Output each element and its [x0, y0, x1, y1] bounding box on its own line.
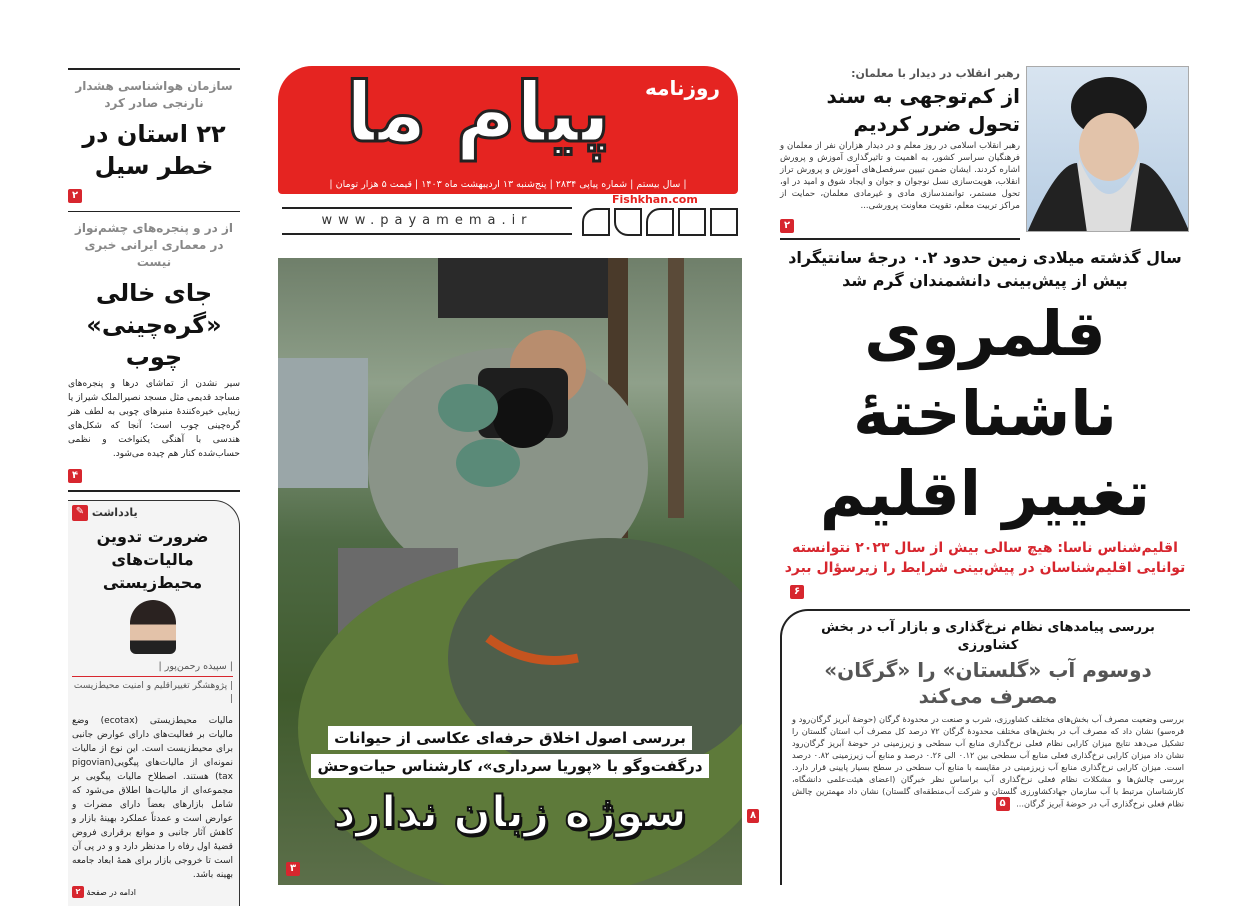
author-role: | پژوهشگر تغییراقلیم و امنیت محیط‌زیست |	[73, 680, 233, 704]
main-kicker: سال گذشته میلادی زمین حدود ۰.۲ درجهٔ سانتیگراد بیش از پیش‌بینی دانشمندان گرم شد	[788, 247, 1182, 290]
photo-caption-2: درگفت‌وگو با «پوریا سرداری»، کارشناس حیات‌وحش	[311, 754, 708, 778]
story-title: جای خالی «گره‌چینی» چوب	[86, 279, 222, 371]
opinion-title: ضرورت تدوین مالیات‌های محیط‌زیستی	[96, 526, 209, 592]
divider	[780, 238, 1020, 240]
cover-photo[interactable]	[278, 258, 742, 885]
continued-text: ادامه در صفحهٔ	[86, 887, 136, 897]
divider	[72, 676, 233, 677]
page-badge-wrap	[286, 858, 300, 877]
page-badge: ۵	[996, 797, 1010, 811]
page-badge: ۲	[780, 219, 794, 233]
main-headline[interactable]: قلمروی ناشناختهٔ تغییر اقلیم	[819, 296, 1151, 530]
page-badge: ۳	[286, 862, 300, 876]
story-kicker: بررسی پیامدهای نظام نرخ‌گذاری و بازار آب در بخش کشاورزی	[821, 619, 1155, 653]
continued-link[interactable]	[72, 886, 233, 900]
website-url[interactable]: www.payamema.ir	[282, 207, 572, 235]
author-name: | سپیده رحمن‌پور |	[158, 660, 233, 672]
story-kicker: سازمان هواشناسی هشدار نارنجی صادر کرد	[75, 78, 233, 110]
note-icon: ✎	[72, 505, 88, 521]
side-page-badge	[747, 805, 759, 824]
photo-headline: سوژه زبان ندارد	[333, 787, 687, 838]
story-floods[interactable]	[68, 70, 240, 211]
opinion-box[interactable]	[68, 500, 240, 906]
story-kicker: رهبر انقلاب در دیدار با معلمان:	[851, 67, 1020, 80]
main-subtitle: اقلیم‌شناس ناسا: هیچ سالی بیش از سال ۲۰۲۳ نتوانسته توانایی اقلیم‌شناسان در پیش‌بینی شرایط را زیرسؤال ببرد	[784, 539, 1186, 576]
opinion-body: مالیات محیط‌زیستی (ecotax) وضع مالیات بر فعالیت‌های دارای عوارض جانبی برای محیط‌زیست است. این نوع از مالیات نمونه‌ای از مالیات‌های پیگویی(pigovian tax) هستند. اصطلاح مالیات پیگویی بر مجموعه‌ای از مالیات‌ها اطلاق می‌شود که شامل بازارهای بعضاً دارای مضرات و عوارض است و عمدتاً عملکرد بهینهٔ بازار و کاهش آثار جانبی و موانع برقراری فروض قضیهٔ اول رفاه را مدنظر دارد و و در پی آن است تا خروجی بازار برای همهٔ ابعاد جامعه بهینه باشد.	[72, 715, 233, 880]
masthead	[278, 66, 738, 194]
story-body: سیر نشدن از تماشای درها و پنجره‌های مساجد قدیمی مثل مسجد نصیرالملک شیراز یا زیبایی خیره‌کنندهٔ منبرهای چوبی به لطف هنر گره‌چینی چوب است؛ آنجا که شکل‌های هندسی با آهنگی یکنواخت و نظمی حساب‌شده کنار هم چیده می‌شود.	[68, 379, 240, 459]
newspaper-logo: پیام ما	[345, 66, 611, 161]
photo-caption-1: بررسی اصول اخلاق حرفه‌ای عکاسی از حیوانات	[328, 726, 692, 750]
opinion-label-text: یادداشت	[91, 505, 138, 519]
leader-portrait	[1026, 66, 1189, 232]
leader-story[interactable]	[780, 66, 1190, 234]
divider	[68, 490, 240, 492]
story-title: ۲۲ استان در خطر سیل	[82, 119, 226, 180]
page-badge: ۲	[72, 886, 84, 898]
page-badge: ۴	[68, 469, 82, 483]
right-column	[780, 66, 1190, 885]
page-badge: ۸	[747, 809, 759, 823]
opinion-label	[72, 505, 233, 521]
daily-label: روزنامه	[645, 76, 720, 100]
story-title: از کم‌توجهی به سند تحول ضرر کردیم	[826, 84, 1020, 136]
story-woodwork[interactable]	[68, 212, 240, 490]
page-badge: ۶	[790, 585, 804, 599]
water-story[interactable]	[780, 609, 1190, 886]
story-title: دوسوم آب «گلستان» را «گرگان» مصرف می‌کند	[824, 657, 1152, 708]
watermark: Fishkhan.com	[612, 193, 698, 206]
issue-info: | سال بیستم | شماره پیاپی ۲۸۳۴ | پنج‌شنبه ۱۳ اردیبهشت ماه ۱۴۰۳ | قیمت ۵ هزار تومان |	[329, 179, 687, 190]
logo-shapes	[582, 208, 738, 236]
photo-captions	[288, 726, 732, 842]
left-column	[68, 68, 240, 906]
page-badge: ۲	[68, 189, 82, 203]
story-kicker: از در و پنجره‌های چشم‌نواز در معماری ایرانی خبری نیست	[74, 221, 233, 269]
author-avatar	[130, 600, 176, 654]
story-body: بررسی وضعیت مصرف آب بخش‌های مختلف کشاورزی، شرب و صنعت در محدودهٔ گرگان (حوضهٔ آبریز گرگان‌رود و قره‌سو) نشان داد که مصرف آب در بخش‌های مختلف محدودهٔ گرگان ۷۲ درصد کل مصرف آب استان گلستان را تشکیل می‌دهد نتایج میزان کارایی نظام فعلی نرخ‌گذاری منابع آب سطحی و زیرزمینی در حوضهٔ آبریز گرگان‌رود نشان داد میزان کارایی نرخ‌گذاری فعلی منابع آب سطحی بین ۰.۱۲ الی ۰.۲۶ درصد و منابع آب زیرزمینی ۰.۸۲ درصد است. میزان کارایی نرخ‌گذاری منابع آب زیرزمینی در مقایسه با منابع آب سطحی در سطح بسیار پایینی قرار دارد. بررسی چالش‌ها و مشکلات نظام فعلی نرخ‌گذاری آب براساس نظر خبرگان (اعضای هیئت‌علمی دانشگاه، کارشناسان مرتبط با آب سازمان جهادکشاورزی گلستان و شرکت آب‌منطقه‌ای گلستان) نشان داد مهمترین چالش نظام فعلی نرخ‌گذاری آب در حوضهٔ آبریز گرگان...	[792, 713, 1184, 808]
story-body-wrap	[792, 713, 1184, 811]
story-body: رهبر انقلاب اسلامی در روز معلم و در دیدار هزاران نفر از معلمان و فرهنگیان سراسر کشور، به اهمیت و تاثیرگذاری آموزش و پرورش اشاره کردند. ایشان ضمن تبیین سرفصل‌های آموزش و پرورش تراز انقلاب، هویت‌سازی نسل نوجوان و جوان و ایجاد شوق و امید در او، تحول مستمر، توانمندسازی مادی و غیرمادی معلمان، حمایت از مراکز تربیت معلم، تقویت معاونت پرورشی...	[780, 141, 1020, 211]
